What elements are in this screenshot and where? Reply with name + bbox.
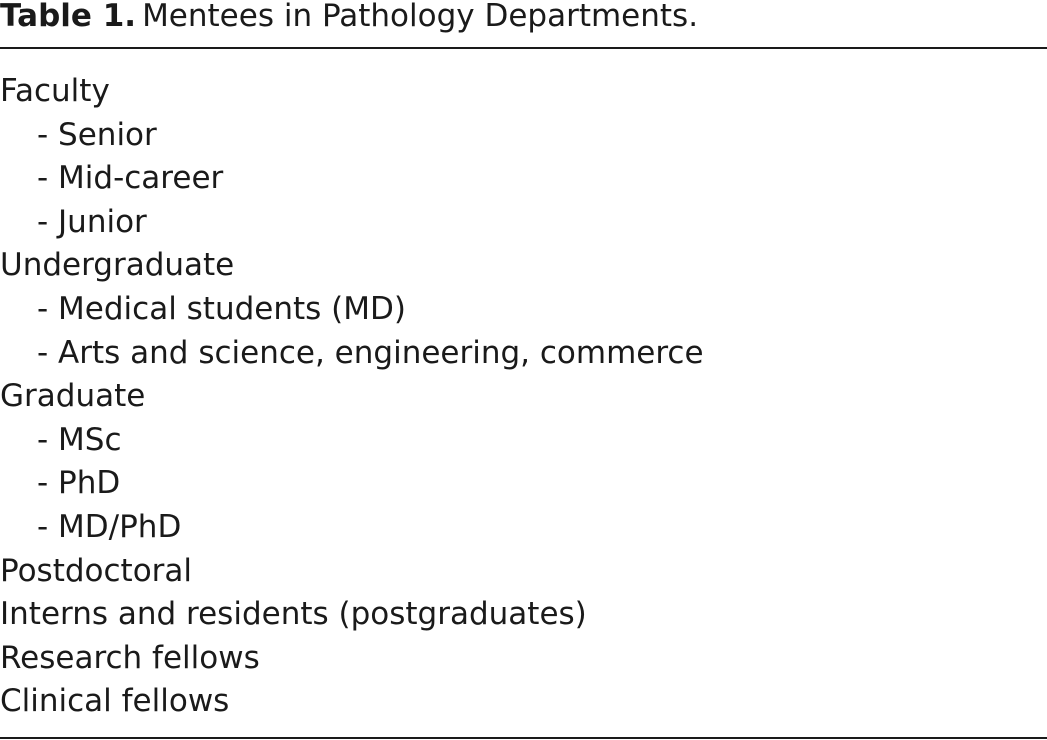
table-row-category: Graduate	[0, 378, 146, 415]
table-caption-text: Mentees in Pathology Departments.	[142, 0, 699, 34]
table-row-subcategory: - Arts and science, engineering, commerce	[37, 334, 704, 371]
table-row-subcategory: - PhD	[37, 465, 121, 502]
table-row-category: Clinical fellows	[0, 683, 230, 720]
table-row-category: Undergraduate	[0, 247, 235, 284]
table-row-subcategory: - MD/PhD	[37, 508, 182, 545]
table-row-subcategory: - MSc	[37, 421, 122, 458]
table-row-category: Postdoctoral	[0, 552, 193, 589]
table-caption-label: Table 1.	[0, 0, 137, 34]
table-row-category: Research fellows	[0, 639, 260, 676]
table-row-category: Interns and residents (postgraduates)	[0, 596, 587, 633]
table-row-subcategory: - Senior	[37, 116, 157, 153]
table-row-category: Faculty	[0, 73, 110, 109]
table-row-subcategory: - Junior	[37, 203, 147, 240]
table-caption	[0, 0, 698, 40]
table-body	[0, 70, 704, 724]
table-row-subcategory: - Mid-career	[37, 160, 224, 197]
table-bottom-rule	[0, 737, 1047, 739]
table-top-rule	[0, 47, 1047, 49]
table-row-subcategory: - Medical students (MD)	[37, 290, 406, 327]
